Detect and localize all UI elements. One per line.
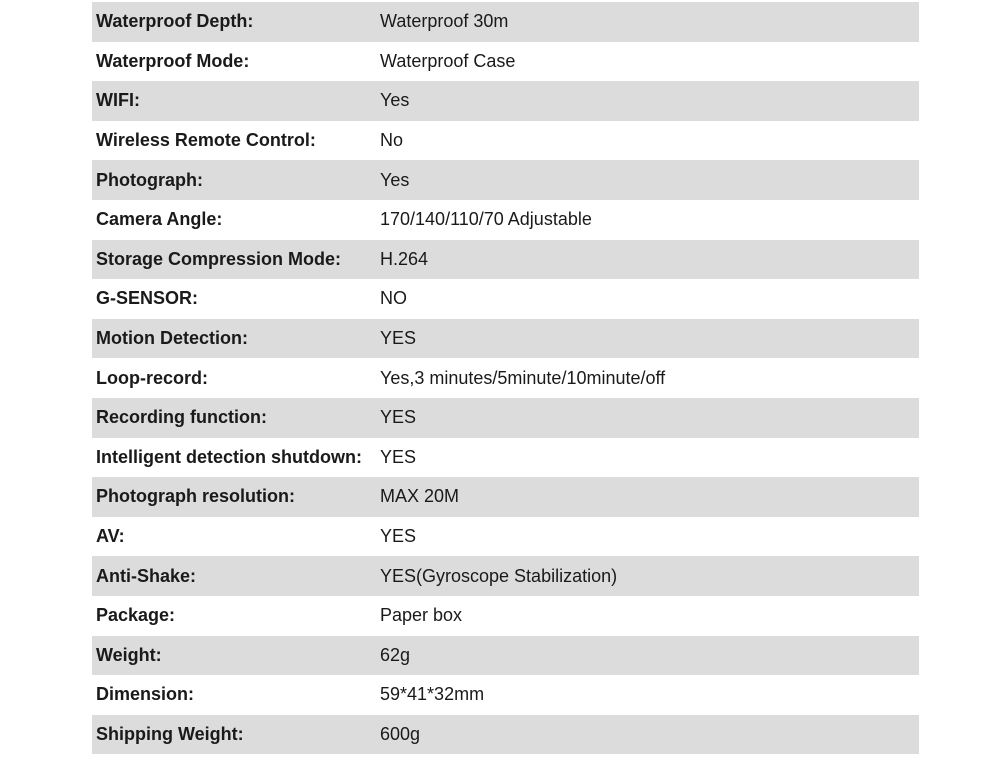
spec-label: Package: — [96, 605, 176, 626]
spec-row-dimension — [92, 675, 919, 715]
spec-label: Motion Detection: — [96, 328, 248, 349]
spec-row-motion-detection — [92, 319, 919, 359]
spec-label: Storage Compression Mode: — [96, 248, 342, 269]
spec-row-waterproof-depth — [92, 2, 919, 42]
spec-label: AV: — [96, 526, 125, 547]
spec-row-package — [92, 596, 919, 636]
spec-label: Wireless Remote Control: — [96, 130, 316, 151]
spec-value: YES(Gyroscope Stabilization) — [380, 565, 618, 586]
spec-row-loop-record — [92, 358, 919, 398]
spec-value: YES — [380, 407, 417, 428]
spec-label: G-SENSOR: — [96, 288, 199, 309]
spec-row-photograph — [92, 160, 919, 200]
spec-label: Intelligent detection shutdown: — [96, 446, 362, 467]
spec-value: 600g — [380, 723, 421, 744]
spec-value: NO — [380, 288, 407, 309]
spec-row-photograph-resolution — [92, 477, 919, 517]
spec-row-waterproof-mode — [92, 42, 919, 82]
spec-value: H.264 — [380, 248, 429, 269]
spec-value: YES — [380, 328, 417, 349]
spec-label: Photograph resolution: — [96, 486, 295, 507]
spec-row-anti-shake — [92, 556, 919, 596]
spec-value: No — [380, 130, 404, 151]
spec-label: Shipping Weight: — [96, 723, 244, 744]
spec-value: Yes — [380, 90, 410, 111]
spec-label: Dimension: — [96, 684, 195, 705]
spec-label: Loop-record: — [96, 367, 208, 388]
spec-label: Waterproof Mode: — [96, 50, 250, 71]
spec-label: Camera Angle: — [96, 209, 223, 230]
spec-label: Photograph: — [96, 169, 203, 190]
spec-value: Yes,3 minutes/5minute/10minute/off — [380, 367, 666, 388]
spec-value: Waterproof Case — [380, 50, 516, 71]
spec-label: WIFI: — [96, 90, 140, 111]
spec-label: Weight: — [96, 644, 162, 665]
spec-value: Waterproof 30m — [380, 11, 509, 32]
spec-row-recording-function — [92, 398, 919, 438]
spec-label: Anti-Shake: — [96, 565, 197, 586]
spec-row-wifi — [92, 81, 919, 121]
spec-value: YES — [380, 446, 417, 467]
spec-row-shipping-weight — [92, 715, 919, 755]
spec-value: 62g — [380, 644, 411, 665]
spec-row-storage-compression-mode — [92, 240, 919, 280]
spec-value: 59*41*32mm — [380, 684, 485, 705]
spec-row-camera-angle — [92, 200, 919, 240]
spec-row-intelligent-detection-shutdown — [92, 438, 919, 478]
spec-row-g-sensor — [92, 279, 919, 319]
spec-value: Paper box — [380, 605, 463, 626]
spec-table — [92, 2, 919, 754]
spec-row-wireless-remote-control — [92, 121, 919, 161]
spec-value: Yes — [380, 169, 410, 190]
spec-label: Recording function: — [96, 407, 267, 428]
spec-value: MAX 20M — [380, 486, 460, 507]
spec-value: YES — [380, 526, 417, 547]
spec-row-av — [92, 517, 919, 557]
spec-value: 170/140/110/70 Adjustable — [380, 209, 592, 230]
spec-label: Waterproof Depth: — [96, 11, 254, 32]
spec-row-weight — [92, 636, 919, 676]
